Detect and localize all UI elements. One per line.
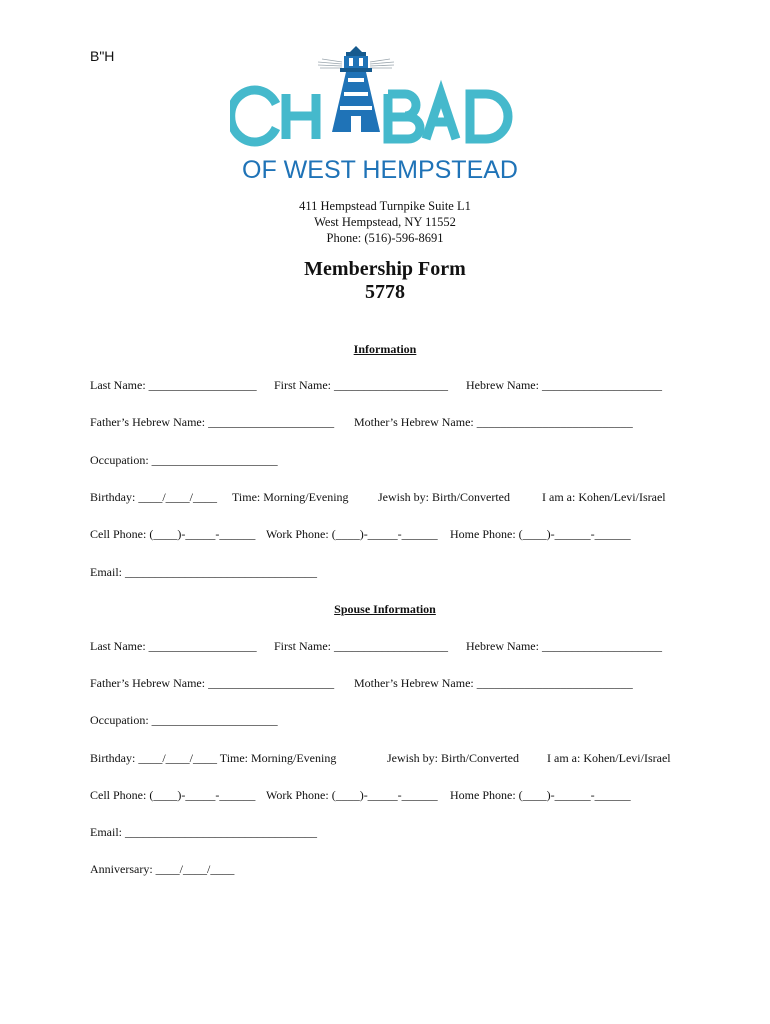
last-name-field[interactable]: Last Name: __________________ xyxy=(90,378,257,392)
address-line2: West Hempstead, NY 11552 xyxy=(314,215,456,229)
birthday-row xyxy=(90,490,690,506)
name-row xyxy=(90,378,690,394)
work-phone-field[interactable]: Work Phone: (____)-_____-______ xyxy=(266,527,438,541)
spouse-birthday-row xyxy=(90,751,690,767)
spouse-jewish-by-field[interactable]: Jewish by: Birth/Converted xyxy=(387,751,519,765)
spouse-work-phone-field[interactable]: Work Phone: (____)-_____-______ xyxy=(266,788,438,802)
information-heading: Information xyxy=(353,342,417,356)
jewish-by-field[interactable]: Jewish by: Birth/Converted xyxy=(378,490,510,504)
fathers-hebrew-name-field[interactable]: Father’s Hebrew Name: _____________________ xyxy=(90,415,335,429)
form-year: 5778 xyxy=(365,281,405,303)
spouse-phones-row xyxy=(90,788,690,804)
birthday-field[interactable]: Birthday: ____/____/____ xyxy=(90,490,217,504)
spouse-email-field[interactable]: Email: ________________________________ xyxy=(90,825,317,839)
address-block xyxy=(0,198,770,246)
home-phone-field[interactable]: Home Phone: (____)-______-______ xyxy=(450,527,631,541)
parents-row xyxy=(90,415,690,431)
form-title: Membership Form xyxy=(304,258,466,280)
time-field[interactable]: Time: Morning/Evening xyxy=(232,490,349,504)
occupation-field[interactable]: Occupation: _____________________ xyxy=(90,453,278,467)
spouse-occupation-field[interactable]: Occupation: _____________________ xyxy=(90,713,278,727)
spouse-cell-phone-field[interactable]: Cell Phone: (____)-_____-______ xyxy=(90,788,256,802)
first-name-field[interactable]: First Name: ___________________ xyxy=(274,378,448,392)
spouse-mothers-hebrew-name-field[interactable]: Mother’s Hebrew Name: __________________________ xyxy=(354,676,633,690)
spouse-fathers-hebrew-name-field[interactable]: Father’s Hebrew Name: _____________________ xyxy=(90,676,335,690)
anniversary-row xyxy=(90,862,690,878)
spouse-email-row xyxy=(90,825,690,841)
i-am-a-field[interactable]: I am a: Kohen/Levi/Israel xyxy=(542,490,666,504)
mothers-hebrew-name-field[interactable]: Mother’s Hebrew Name: __________________________ xyxy=(354,415,633,429)
spouse-birthday-time-field[interactable]: Birthday: ____/____/____ Time: Morning/Evening xyxy=(90,751,337,765)
occupation-row xyxy=(90,453,690,469)
spouse-heading: Spouse Information xyxy=(334,602,436,616)
email-field[interactable]: Email: ________________________________ xyxy=(90,565,317,579)
spouse-name-row xyxy=(90,639,690,655)
hebrew-name-field[interactable]: Hebrew Name: ____________________ xyxy=(466,378,662,392)
spouse-last-name-field[interactable]: Last Name: __________________ xyxy=(90,639,257,653)
spouse-home-phone-field[interactable]: Home Phone: (____)-______-______ xyxy=(450,788,631,802)
phones-row xyxy=(90,527,690,543)
spouse-i-am-a-field[interactable]: I am a: Kohen/Levi/Israel xyxy=(547,751,671,765)
spouse-occupation-row xyxy=(90,713,690,729)
chabad-logo xyxy=(230,44,530,186)
phone-number: Phone: (516)-596-8691 xyxy=(326,231,444,245)
cell-phone-field[interactable]: Cell Phone: (____)-_____-______ xyxy=(90,527,256,541)
lighthouse-icon xyxy=(230,44,530,186)
bh-header: B"H xyxy=(90,48,115,64)
spouse-parents-row xyxy=(90,676,690,692)
form-title-block xyxy=(0,258,770,304)
anniversary-field[interactable]: Anniversary: ____/____/____ xyxy=(90,862,235,876)
logo-subtitle: OF WEST HEMPSTEAD xyxy=(242,156,518,184)
address-line1: 411 Hempstead Turnpike Suite L1 xyxy=(299,199,471,213)
spouse-first-name-field[interactable]: First Name: ___________________ xyxy=(274,639,448,653)
email-row xyxy=(90,565,690,581)
spouse-hebrew-name-field[interactable]: Hebrew Name: ____________________ xyxy=(466,639,662,653)
